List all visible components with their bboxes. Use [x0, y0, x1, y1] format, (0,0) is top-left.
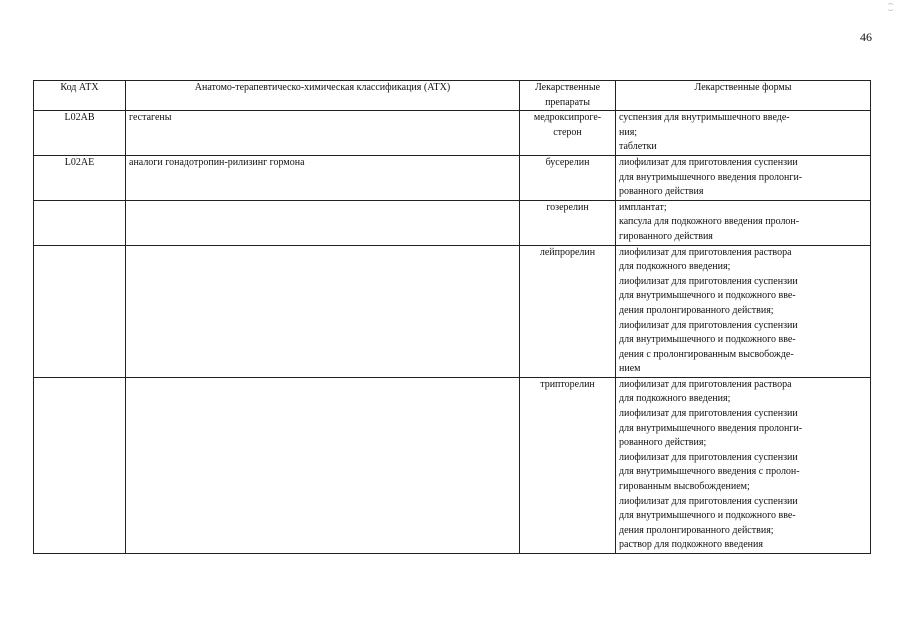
dosage-form-line: дения пролонгированного действия;: [619, 304, 774, 316]
dosage-form-line: лиофилизат для приготовления суспензии: [619, 495, 798, 507]
cell-atc-code: [34, 377, 126, 553]
dosage-form-line: для внутримышечного и подкожного вве-: [619, 290, 796, 302]
cell-drug: лейпрорелин: [520, 245, 616, 377]
dosage-form-line: капсула для подкожного введения пролон-: [619, 216, 800, 228]
dosage-form-line: рованного действия: [619, 186, 704, 198]
cell-drug: бусерелин: [520, 155, 616, 200]
table-row: [34, 200, 871, 245]
dosage-form-line: лиофилизат для приготовления суспензии: [619, 275, 798, 287]
page-number: 46: [860, 30, 872, 44]
dosage-form-line: лиофилизат для приготовления суспензии: [619, 319, 798, 331]
header-classification: Анатомо-терапевтическо-химическая классификация (АТХ): [126, 81, 520, 111]
cell-dosage-forms: [616, 245, 871, 377]
cell-drug: трипторелин: [520, 377, 616, 553]
dosage-form-line: для внутримышечного и подкожного вве-: [619, 510, 796, 522]
dosage-form-line: раствор для подкожного введения: [619, 539, 763, 551]
cell-classification: аналоги гонадотропин-рилизинг гормона: [126, 155, 520, 200]
cell-atc-code: L02AB: [34, 111, 126, 156]
header-code: Код АТХ: [34, 81, 126, 111]
dosage-form-line: ния;: [619, 126, 638, 138]
dosage-form-line: гированного действия: [619, 230, 713, 242]
dosage-form-line: дения с пролонгированным высвобожде-: [619, 348, 794, 360]
cell-dosage-forms: [616, 200, 871, 245]
dosage-form-line: таблетки: [619, 141, 657, 153]
dosage-form-line: рованного действия;: [619, 437, 707, 449]
cell-classification: гестагены: [126, 111, 520, 156]
table-row: [34, 377, 871, 553]
cell-dosage-forms: [616, 377, 871, 553]
cell-drug: медроксипроге-стерон: [520, 111, 616, 156]
dosage-form-line: для внутримышечного введения пролонги-: [619, 422, 803, 434]
header-drugs: Лекарственные препараты: [520, 81, 616, 111]
dosage-form-line: гированным высвобождением;: [619, 481, 750, 493]
dosage-form-line: имплантат;: [619, 201, 667, 213]
cell-classification: [126, 245, 520, 377]
dosage-form-line: лиофилизат для приготовления раствора: [619, 378, 792, 390]
dosage-form-line: лиофилизат для приготовления суспензии: [619, 451, 798, 463]
cell-dosage-forms: [616, 155, 871, 200]
table-row: [34, 111, 871, 156]
cell-classification: [126, 200, 520, 245]
header-forms: Лекарственные формы: [616, 81, 871, 111]
cell-drug: гозерелин: [520, 200, 616, 245]
dosage-form-line: лиофилизат для приготовления суспензии: [619, 156, 798, 168]
table-row: [34, 155, 871, 200]
dosage-form-line: для внутримышечного и подкожного вве-: [619, 334, 796, 346]
dosage-form-line: нием: [619, 363, 641, 375]
cell-atc-code: [34, 245, 126, 377]
cell-atc-code: L02AE: [34, 155, 126, 200]
dosage-form-line: для подкожного введения;: [619, 393, 731, 405]
dosage-form-line: суспензия для внутримышечного введе-: [619, 112, 790, 124]
dosage-form-line: для внутримышечного введения с пролон-: [619, 466, 800, 478]
dosage-form-line: дения пролонгированного действия;: [619, 524, 774, 536]
cell-atc-code: [34, 200, 126, 245]
table-header-row: [34, 81, 871, 111]
table-body: [34, 111, 871, 554]
dosage-form-line: для подкожного введения;: [619, 261, 731, 273]
cell-classification: [126, 377, 520, 553]
dosage-form-line: лиофилизат для приготовления суспензии: [619, 408, 798, 420]
dosage-form-line: лиофилизат для приготовления раствора: [619, 246, 792, 258]
corner-mark: ⁐: [888, 5, 893, 11]
dosage-form-line: для внутримышечного введения пролонги-: [619, 171, 803, 183]
cell-dosage-forms: [616, 111, 871, 156]
table-row: [34, 245, 871, 377]
atc-table: [33, 80, 871, 554]
